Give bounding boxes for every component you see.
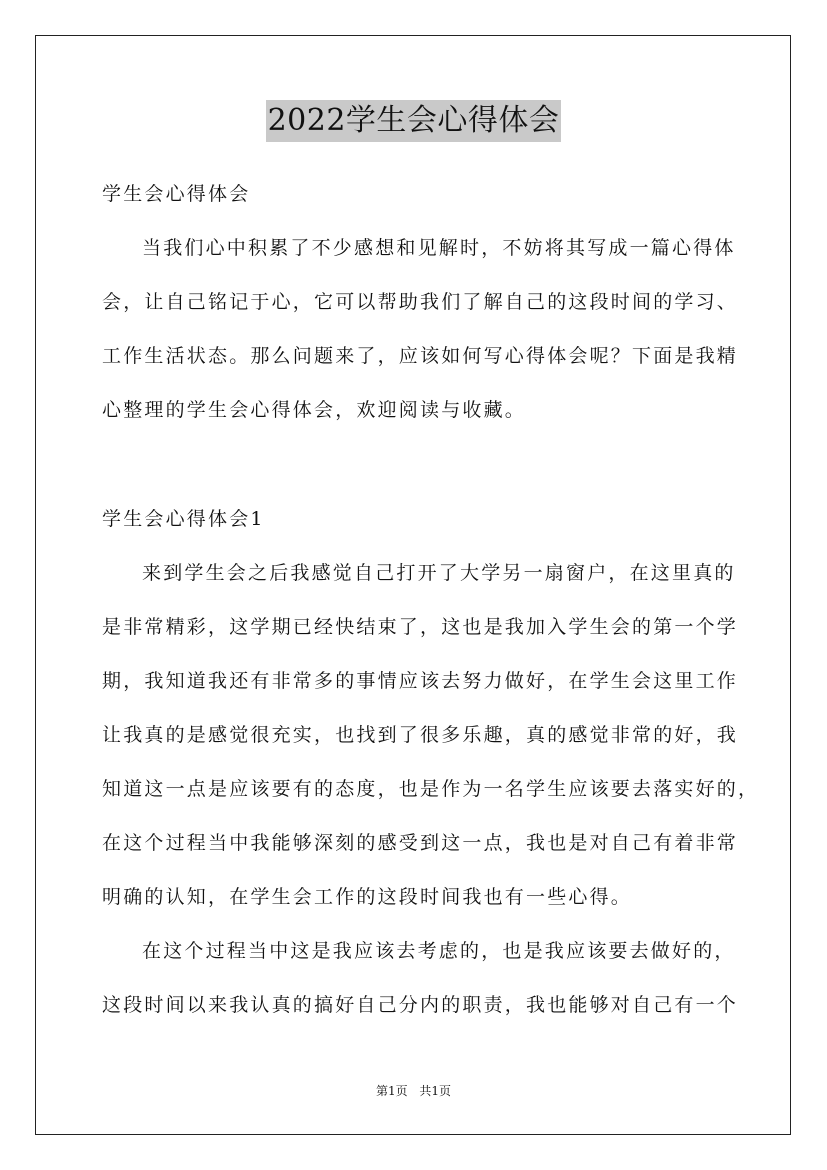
document-title: 2022学生会心得体会 <box>266 100 562 142</box>
intro-line: 会，让自己铭记于心，它可以帮助我们了解自己的这段时间的学习、 <box>102 291 739 313</box>
section-heading: 学生会心得体会1 <box>102 508 265 530</box>
intro-line: 心整理的学生会心得体会，欢迎阅读与收藏。 <box>102 399 527 421</box>
title-container <box>0 100 827 142</box>
paragraph-line: 期，我知道我还有非常多的事情应该去努力做好，在学生会这里工作 <box>102 670 739 692</box>
paragraph-line: 在这个过程当中这是我应该去考虑的，也是我应该要去做好的， <box>142 940 736 962</box>
intro-line: 当我们心中积累了不少感想和见解时，不妨将其写成一篇心得体 <box>142 237 736 259</box>
paragraph-line: 来到学生会之后我感觉自己打开了大学另一扇窗户，在这里真的 <box>142 562 736 584</box>
page-number: 第1页 <box>375 1084 408 1098</box>
page-footer <box>0 1083 827 1099</box>
paragraph-line: 是非常精彩，这学期已经快结束了，这也是我加入学生会的第一个学 <box>102 616 739 638</box>
paragraph-line: 在这个过程当中我能够深刻的感受到这一点，我也是对自己有着非常 <box>102 832 739 854</box>
paragraph-line: 明确的认知，在学生会工作的这段时间我也有一些心得。 <box>102 886 633 908</box>
paragraph-line: 这段时间以来我认真的搞好自己分内的职责，我也能够对自己有一个 <box>102 994 739 1016</box>
paragraph-line: 知道这一点是应该要有的态度，也是作为一名学生应该要去落实好的， <box>102 778 760 800</box>
intro-line: 工作生活状态。那么问题来了，应该如何写心得体会呢？下面是我精 <box>102 345 739 367</box>
page-total: 共1页 <box>419 1084 452 1098</box>
section-heading: 学生会心得体会 <box>102 183 251 205</box>
paragraph-line: 让我真的是感觉很充实，也找到了很多乐趣，真的感觉非常的好，我 <box>102 724 739 746</box>
